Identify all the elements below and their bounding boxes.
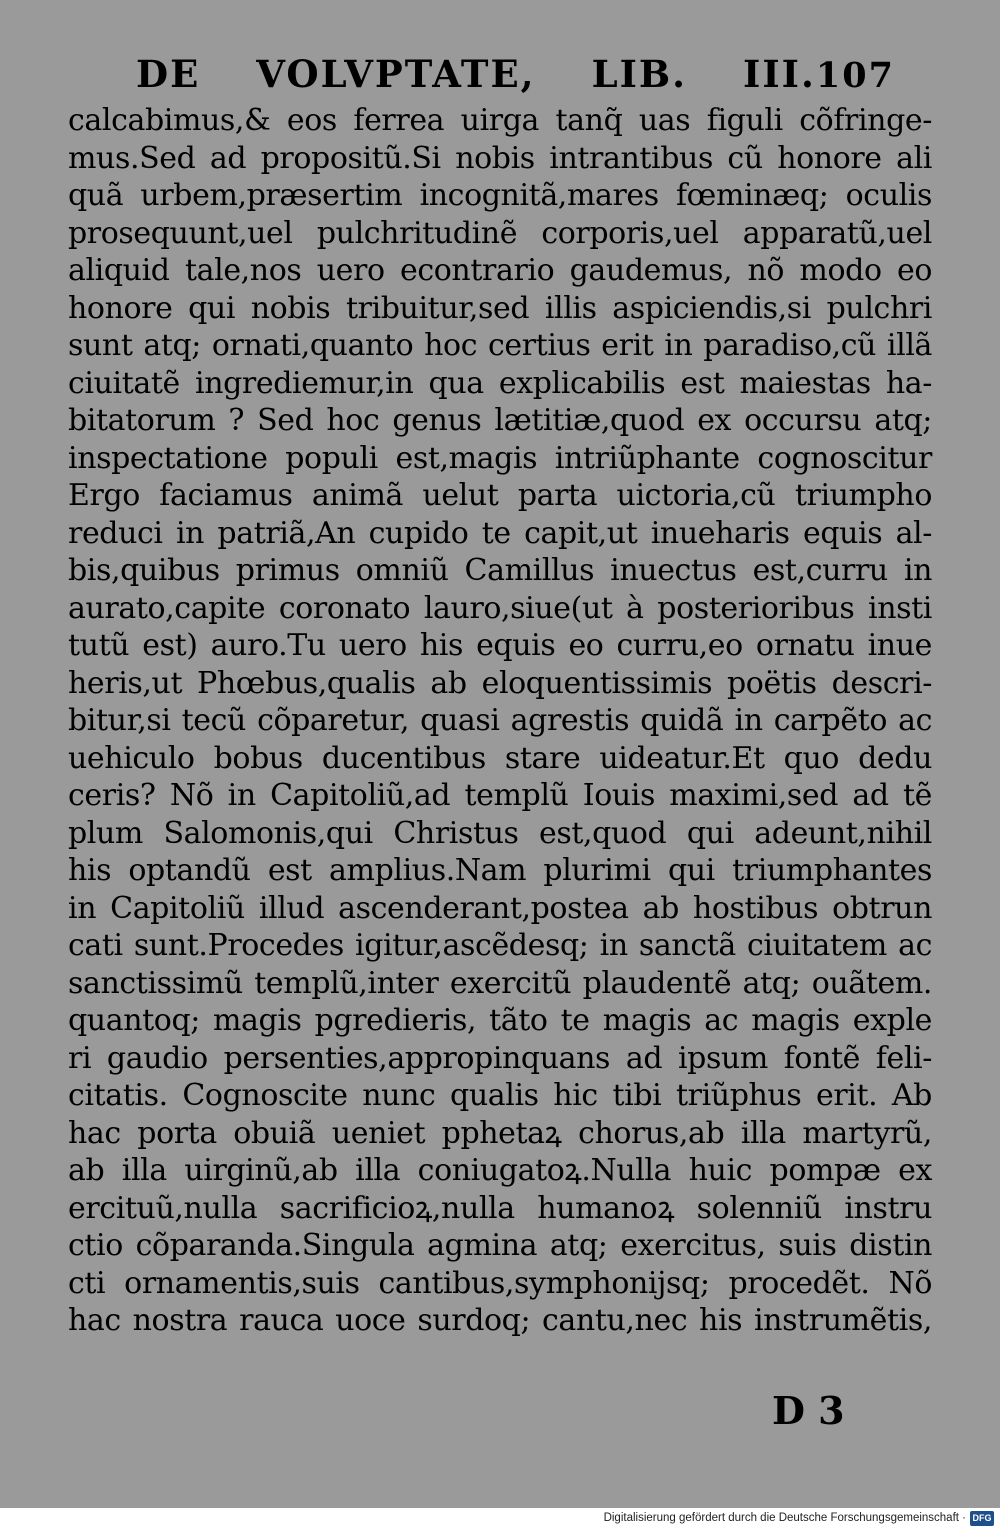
text-line: sanctissimũ templũ,inter exercitũ plaudentẽ atq; ouãtem. (68, 965, 932, 1001)
text-line: his optandũ est amplius.Nam plurimi qui triumphantes (68, 853, 932, 888)
text-line: reduci in patriã,An cupido te capit,ut inueharis equis al- (68, 515, 932, 551)
running-title-part: VOLVPTATE, (256, 52, 536, 96)
text-line: ctio cõparanda.Singula agmina atq; exercitus, suis distin (68, 1228, 932, 1263)
running-title-part: DE (136, 52, 201, 96)
body-text (68, 102, 932, 1340)
text-line: quã urbem,præsertim incognitã,mares fœminæq; oculis (68, 178, 932, 213)
text-line: bis,quibus primus omniũ Camillus inuectus est,curru in (68, 553, 932, 588)
page-number: 107 (815, 55, 895, 96)
text-line: hac porta obuiã ueniet pphetaꝝ chorus,ab illa martyrũ, (68, 1115, 932, 1151)
text-line: heris,ut Phœbus,qualis ab eloquentissimis poëtis descri- (68, 665, 932, 701)
text-line: ceris? Nõ in Capitoliũ,ad templũ Iouis maximi,sed ad tẽ (68, 778, 932, 813)
text-line: cati sunt.Procedes igitur,ascẽdesq; in sanctã ciuitatem ac (68, 928, 932, 963)
text-line: inspectatione populi est,magis intriũphante cognoscitur (68, 440, 932, 476)
funding-notice: Digitalisierung gefördert durch die Deutsche Forschungsgemeinschaft · (603, 1512, 966, 1524)
text-line: prosequunt,uel pulchritudinẽ corporis,uel apparatũ,uel (68, 215, 932, 251)
text-line: ercituũ,nulla sacrificioꝝ,nulla humanoꝝ solenniũ instru (68, 1190, 932, 1226)
text-line: ri gaudio persenties,appropinquans ad ipsum fontẽ feli- (68, 1040, 932, 1076)
text-line: ciuitatẽ ingrediemur,in qua explicabilis est maiestas ha- (68, 365, 932, 401)
text-line: sunt atq; ornati,quanto hoc certius erit in paradiso,cũ illã (68, 328, 932, 363)
text-line: calcabimus,& eos ferrea uirga tanq̃ uas figuli cõfringe- (68, 103, 932, 138)
text-line: cti ornamentis,suis cantibus,symphonijsq; procedẽt. Nõ (68, 1265, 932, 1301)
text-line: uehiculo bobus ducentibus stare uideatur.Et quo dedu (68, 740, 932, 776)
running-title-part: III. (743, 52, 816, 96)
text-line: tutũ est) auro.Tu uero his equis eo curru,eo ornatu inue (68, 628, 932, 663)
text-line: in Capitoliũ illud ascenderant,postea ab hostibus obtrun (68, 890, 932, 926)
text-line: plum Salomonis,qui Christus est,quod qui adeunt,nihil (68, 815, 932, 851)
text-line: hac nostra rauca uoce surdoq; cantu,nec his instrumẽtis, (68, 1303, 932, 1338)
text-line: aurato,capite coronato lauro,siue(ut à posterioribus insti (68, 590, 932, 626)
running-title-part: LIB. (591, 52, 688, 96)
text-line: bitatorum ? Sed hoc genus lætitiæ,quod ex occursu atq; (68, 403, 932, 438)
text-line: bitur,si tecũ cõparetur, quasi agrestis quidã in carpẽto ac (68, 703, 932, 738)
digitization-footer (0, 1508, 1000, 1532)
signature-mark: D 3 (772, 1388, 845, 1433)
text-line: ab illa uirginũ,ab illa coniugatoꝝ.Nulla huic pompæ ex (68, 1153, 932, 1188)
text-line: honore qui nobis tribuitur,sed illis aspiciendis,si pulchri (68, 290, 932, 326)
text-line: quantoq; magis pgredieris, tãto te magis ac magis exple (68, 1003, 932, 1038)
text-line: citatis. Cognoscite nunc qualis hic tibi triũphus erit. Ab (68, 1078, 932, 1113)
running-head (136, 52, 895, 100)
running-title (136, 52, 816, 96)
dfg-logo-icon: DFG (970, 1511, 994, 1526)
text-line: aliquid tale,nos uero econtrario gaudemus, nõ modo eo (68, 253, 932, 288)
text-line: mus.Sed ad propositũ.Si nobis intrantibus cũ honore ali (68, 140, 932, 176)
text-line: Ergo faciamus animã uelut parta uictoria,cũ triumpho (68, 478, 932, 513)
